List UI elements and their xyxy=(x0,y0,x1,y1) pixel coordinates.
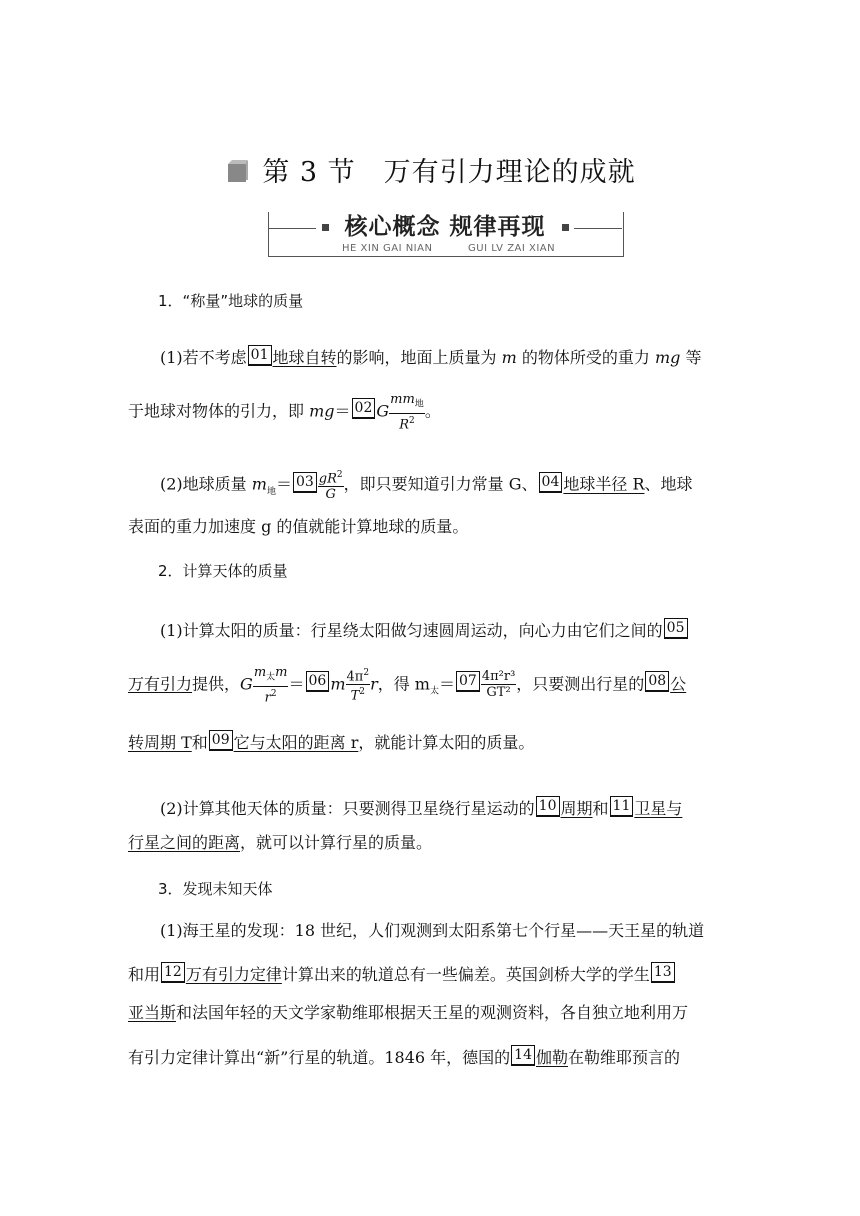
section-2-heading: 2．计算天体的质量 xyxy=(158,562,288,580)
s1-p1-line2: 于地球对物体的引力，即 mg＝ 02 G $\frac{mm_地}{R^2}$ 。 xyxy=(128,392,441,432)
fraction-c: $\frac{\text{4π²r³}}{\text{GT²}}$ xyxy=(481,669,516,701)
s1-p2-line1: (2)地球质量 $m_地= 03$ $\frac{gR^2}{G}$ ，即只要知道引力常量 G、 04 地球半径 R、地球 xyxy=(160,470,693,503)
answer-08: 转周期 T xyxy=(128,733,192,752)
blank-01: 01 xyxy=(248,345,272,366)
s2-p1-line1: (1)计算太阳的质量：行星绕太阳做匀速圆周运动，向心力由它们之间的 05 xyxy=(160,618,689,641)
section-banner xyxy=(268,212,624,258)
s2-p2-line1: (2)计算其他天体的质量：只要测得卫星绕行星运动的 10 周期和 11 卫星与 xyxy=(160,798,683,818)
answer-13: 亚当斯 xyxy=(128,1003,177,1022)
s2-p1-line2: 万有引力提供，G $\frac{m_太m}{r^2}$ ＝ 06 m $\frac{4\pi^2}{T^2}$ r，得 $m_太= 07$ $\frac{\text{4π²r³}}{\text{GT²}}$ ，只要测出行星的 08 公 xyxy=(128,665,687,705)
answer-10: 周期 xyxy=(560,799,593,818)
blank-08: 08 xyxy=(645,671,669,692)
blank-02: 02 xyxy=(352,398,376,419)
answer-04: 地球半径 R xyxy=(563,474,645,494)
blank-03: 03 xyxy=(293,472,317,493)
s3-p1-line2: 和用 12 万有引力定律计算出来的轨道总有一些偏差。英国剑桥大学的学生 13 xyxy=(128,962,676,985)
blank-05: 05 xyxy=(664,618,688,639)
page-title xyxy=(0,150,860,189)
s3-p1-line1: (1)海王星的发现：18 世纪，人们观测到太阳系第七个行星——天王星的轨道 xyxy=(160,921,705,940)
section-1-heading: 1．“称量”地球的质量 xyxy=(158,292,304,310)
page-title-text: 第 3 节 万有引力理论的成就 xyxy=(262,157,636,188)
banner-sub-right: GUI LV ZAI XIAN xyxy=(468,243,556,254)
fraction-b: $\frac{4\pi^2}{T^2}$ xyxy=(346,668,370,704)
answer-05: 万有引力 xyxy=(128,674,193,694)
blank-12: 12 xyxy=(161,962,185,983)
blank-10: 10 xyxy=(536,796,560,817)
banner-title: 核心概念 规律再现 xyxy=(344,214,546,240)
fraction-02: $\frac{mm_地}{R^2}$ xyxy=(390,392,424,432)
answer-11: 行星之间的距离 xyxy=(128,833,241,852)
s3-p1-line4: 有引力定律计算出“新”行星的轨道。1846 年，德国的 14 伽勒在勒维耶预言的 xyxy=(128,1047,681,1067)
blank-11: 11 xyxy=(610,796,634,817)
blank-14: 14 xyxy=(511,1045,535,1066)
section-3-heading: 3．发现未知天体 xyxy=(158,880,273,898)
fraction-03: $\frac{gR^2}{G}$ xyxy=(318,470,343,503)
answer-14: 伽勒 xyxy=(536,1048,569,1067)
s1-p1-line1: (1)若不考虑 01 地球自转的影响，地面上质量为 m 的物体所受的重力 mg 等 xyxy=(160,347,702,367)
blank-06: 06 xyxy=(306,671,330,692)
s1-p2-line2: 表面的重力加速度 g 的值就能计算地球的质量。 xyxy=(128,517,469,536)
answer-01: 地球自转 xyxy=(272,348,337,367)
s3-p1-line3: 亚当斯和法国年轻的天文学家勒维耶根据天王星的观测资料，各自独立地利用万 xyxy=(128,1003,689,1022)
blank-07: 07 xyxy=(456,671,480,692)
blank-04: 04 xyxy=(539,472,563,493)
book-icon xyxy=(224,158,250,184)
answer-12: 万有引力定律 xyxy=(185,965,282,984)
s2-p2-line2: 行星之间的距离，就可以计算行星的质量。 xyxy=(128,833,433,852)
blank-09: 09 xyxy=(209,730,233,751)
s2-p1-line3: 转周期 T和 09 它与太阳的距离 r，就能计算太阳的质量。 xyxy=(128,732,535,752)
answer-09: 它与太阳的距离 r xyxy=(233,733,359,752)
blank-13: 13 xyxy=(651,962,675,983)
fraction-a: $\frac{m_太m}{r^2}$ xyxy=(253,665,288,705)
banner-sub-left: HE XIN GAI NIAN xyxy=(342,243,433,254)
